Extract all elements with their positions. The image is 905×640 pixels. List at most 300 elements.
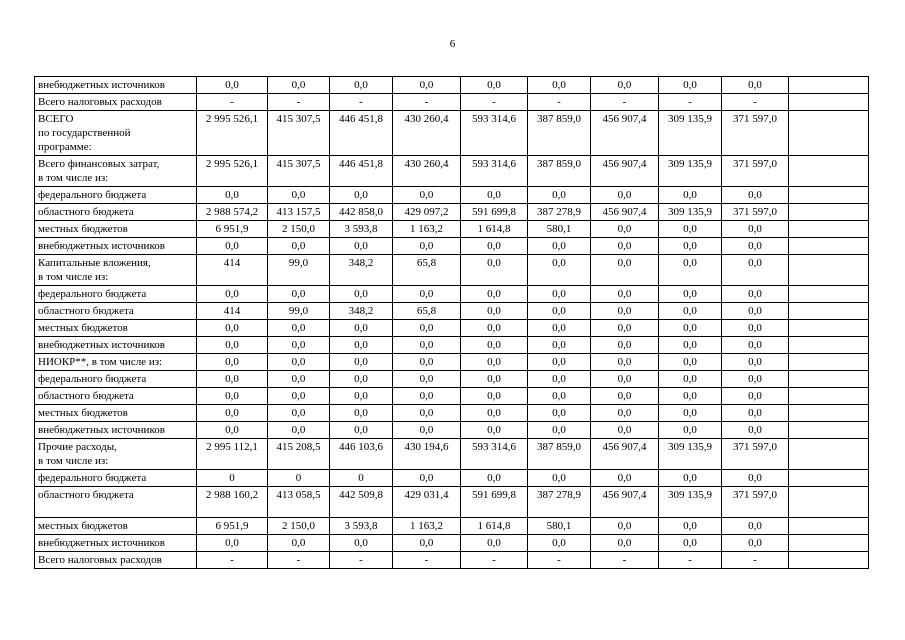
- value-cell: -: [659, 552, 722, 569]
- value-cell: 0,0: [659, 320, 722, 337]
- value-cell: 0,0: [393, 388, 461, 405]
- table-row: [35, 405, 869, 422]
- value-cell: 0,0: [659, 221, 722, 238]
- row-label-line: местных бюджетов: [38, 223, 128, 235]
- empty-cell: [789, 255, 869, 286]
- row-label-line: федерального бюджета: [38, 189, 147, 201]
- value-cell: 0,0: [268, 77, 330, 94]
- value-cell: 0,0: [722, 77, 789, 94]
- empty-cell: [789, 337, 869, 354]
- value-cell: -: [461, 552, 528, 569]
- value-cell: -: [591, 94, 659, 111]
- row-label-line: внебюджетных источников: [38, 79, 165, 91]
- value-cell: 0,0: [722, 187, 789, 204]
- value-cell: 0,0: [528, 354, 591, 371]
- value-cell: 1 614,8: [461, 518, 528, 535]
- table-row: [35, 303, 869, 320]
- row-label-line: Капитальные вложения,: [38, 257, 151, 269]
- value-cell: 0,0: [591, 77, 659, 94]
- value-cell: 0,0: [330, 187, 393, 204]
- value-cell: 0,0: [197, 388, 268, 405]
- value-cell: 0,0: [461, 187, 528, 204]
- value-cell: 0,0: [268, 320, 330, 337]
- value-cell: 0,0: [659, 187, 722, 204]
- value-cell: 0,0: [659, 255, 722, 286]
- value-cell: 0,0: [591, 187, 659, 204]
- value-cell: 0,0: [330, 238, 393, 255]
- row-label-line: областного бюджета: [38, 305, 134, 317]
- value-cell: 2 150,0: [268, 221, 330, 238]
- value-cell: 0,0: [330, 286, 393, 303]
- value-cell: 456 907,4: [591, 439, 659, 470]
- value-cell: 0,0: [722, 255, 789, 286]
- value-cell: 0,0: [393, 286, 461, 303]
- row-label-line: в том числе из:: [38, 455, 109, 467]
- row-label-line: ВСЕГО: [38, 113, 74, 125]
- value-cell: 0,0: [528, 405, 591, 422]
- value-cell: 0,0: [393, 77, 461, 94]
- value-cell: 0,0: [197, 238, 268, 255]
- value-cell: -: [393, 552, 461, 569]
- row-label: [35, 470, 197, 487]
- value-cell: 0,0: [591, 371, 659, 388]
- value-cell: 0,0: [197, 286, 268, 303]
- value-cell: 0,0: [659, 371, 722, 388]
- value-cell: 0,0: [393, 470, 461, 487]
- empty-cell: [789, 405, 869, 422]
- value-cell: 0,0: [197, 371, 268, 388]
- value-cell: 0,0: [722, 388, 789, 405]
- value-cell: 0,0: [393, 354, 461, 371]
- value-cell: 0,0: [393, 337, 461, 354]
- value-cell: 593 314,6: [461, 156, 528, 187]
- value-cell: 430 260,4: [393, 156, 461, 187]
- value-cell: 0,0: [393, 535, 461, 552]
- value-cell: -: [330, 94, 393, 111]
- value-cell: 415 307,5: [268, 156, 330, 187]
- value-cell: 0,0: [268, 286, 330, 303]
- table-row: [35, 470, 869, 487]
- row-label: [35, 337, 197, 354]
- value-cell: 0,0: [528, 388, 591, 405]
- value-cell: 0,0: [722, 470, 789, 487]
- row-label: [35, 286, 197, 303]
- value-cell: 430 194,6: [393, 439, 461, 470]
- value-cell: 0,0: [461, 354, 528, 371]
- value-cell: 0,0: [330, 354, 393, 371]
- value-cell: 3 593,8: [330, 221, 393, 238]
- table-row: [35, 187, 869, 204]
- value-cell: 414: [197, 255, 268, 286]
- value-cell: 309 135,9: [659, 204, 722, 221]
- value-cell: 0,0: [268, 535, 330, 552]
- value-cell: 387 859,0: [528, 156, 591, 187]
- value-cell: 0,0: [722, 371, 789, 388]
- empty-cell: [789, 354, 869, 371]
- row-label: [35, 320, 197, 337]
- value-cell: 65,8: [393, 303, 461, 320]
- value-cell: 0,0: [591, 354, 659, 371]
- value-cell: 0,0: [722, 518, 789, 535]
- row-label: [35, 518, 197, 535]
- table-row: [35, 354, 869, 371]
- row-label-line: местных бюджетов: [38, 322, 128, 334]
- value-cell: 0,0: [722, 286, 789, 303]
- table-row: [35, 518, 869, 535]
- row-label: [35, 238, 197, 255]
- value-cell: 3 593,8: [330, 518, 393, 535]
- value-cell: 0,0: [528, 320, 591, 337]
- value-cell: 2 995 526,1: [197, 156, 268, 187]
- value-cell: 0,0: [659, 238, 722, 255]
- value-cell: 0,0: [197, 535, 268, 552]
- row-label-line: Прочие расходы,: [38, 441, 117, 453]
- value-cell: 0,0: [591, 238, 659, 255]
- row-label-line: [38, 502, 193, 516]
- value-cell: 0,0: [268, 354, 330, 371]
- row-label: [35, 303, 197, 320]
- value-cell: 0,0: [528, 422, 591, 439]
- value-cell: 0,0: [330, 320, 393, 337]
- row-label-line: Всего финансовых затрат,: [38, 158, 160, 170]
- value-cell: 0,0: [722, 303, 789, 320]
- value-cell: 0,0: [722, 405, 789, 422]
- value-cell: 429 097,2: [393, 204, 461, 221]
- value-cell: 387 859,0: [528, 111, 591, 156]
- value-cell: -: [197, 94, 268, 111]
- row-label: [35, 354, 197, 371]
- row-label: [35, 221, 197, 238]
- value-cell: 0,0: [393, 405, 461, 422]
- value-cell: 309 135,9: [659, 487, 722, 518]
- value-cell: 387 859,0: [528, 439, 591, 470]
- value-cell: -: [722, 94, 789, 111]
- row-label-line: внебюджетных источников: [38, 537, 165, 549]
- value-cell: 0,0: [722, 354, 789, 371]
- value-cell: 0,0: [461, 422, 528, 439]
- empty-cell: [789, 303, 869, 320]
- table-row: [35, 535, 869, 552]
- value-cell: 430 260,4: [393, 111, 461, 156]
- row-label-line: местных бюджетов: [38, 520, 128, 532]
- empty-cell: [789, 204, 869, 221]
- row-label: [35, 439, 197, 470]
- value-cell: 0: [197, 470, 268, 487]
- empty-cell: [789, 320, 869, 337]
- value-cell: -: [268, 94, 330, 111]
- value-cell: 0,0: [197, 354, 268, 371]
- value-cell: 0,0: [591, 535, 659, 552]
- row-label: [35, 156, 197, 187]
- value-cell: 456 907,4: [591, 204, 659, 221]
- value-cell: 0,0: [722, 422, 789, 439]
- table-row: [35, 255, 869, 286]
- value-cell: 415 307,5: [268, 111, 330, 156]
- value-cell: 0,0: [591, 470, 659, 487]
- value-cell: 1 163,2: [393, 518, 461, 535]
- value-cell: 0,0: [722, 221, 789, 238]
- value-cell: 0,0: [330, 77, 393, 94]
- row-label-line: в том числе из:: [38, 271, 109, 283]
- value-cell: 0,0: [591, 422, 659, 439]
- row-label-line: Всего налоговых расходов: [38, 554, 162, 566]
- value-cell: 0,0: [659, 535, 722, 552]
- value-cell: 0,0: [268, 422, 330, 439]
- row-label-line: областного бюджета: [38, 390, 134, 402]
- value-cell: 0,0: [393, 238, 461, 255]
- value-cell: 0,0: [330, 371, 393, 388]
- row-label-line: внебюджетных источников: [38, 240, 165, 252]
- table-body: [35, 77, 869, 569]
- row-label: [35, 388, 197, 405]
- value-cell: 429 031,4: [393, 487, 461, 518]
- value-cell: 387 278,9: [528, 487, 591, 518]
- row-label-line: федерального бюджета: [38, 373, 147, 385]
- value-cell: 446 103,6: [330, 439, 393, 470]
- row-label-line: в том числе из:: [38, 172, 109, 184]
- value-cell: 348,2: [330, 303, 393, 320]
- value-cell: 0,0: [591, 320, 659, 337]
- value-cell: 0,0: [197, 422, 268, 439]
- table-row: [35, 371, 869, 388]
- empty-cell: [789, 77, 869, 94]
- table-row: [35, 94, 869, 111]
- empty-cell: [789, 94, 869, 111]
- value-cell: 0,0: [461, 535, 528, 552]
- row-label: [35, 371, 197, 388]
- value-cell: 0,0: [528, 303, 591, 320]
- value-cell: 348,2: [330, 255, 393, 286]
- value-cell: 0,0: [393, 187, 461, 204]
- value-cell: 0,0: [393, 320, 461, 337]
- value-cell: 0,0: [659, 354, 722, 371]
- value-cell: 0,0: [591, 303, 659, 320]
- value-cell: 0,0: [659, 422, 722, 439]
- value-cell: 0,0: [659, 286, 722, 303]
- value-cell: 2 150,0: [268, 518, 330, 535]
- value-cell: 0,0: [659, 405, 722, 422]
- value-cell: 0,0: [659, 388, 722, 405]
- table-row: [35, 552, 869, 569]
- value-cell: -: [528, 552, 591, 569]
- value-cell: 0,0: [591, 405, 659, 422]
- row-label-line: областного бюджета: [38, 489, 134, 501]
- empty-cell: [789, 535, 869, 552]
- value-cell: 0,0: [461, 303, 528, 320]
- value-cell: 0,0: [268, 238, 330, 255]
- empty-cell: [789, 187, 869, 204]
- empty-cell: [789, 371, 869, 388]
- row-label: [35, 405, 197, 422]
- value-cell: 0,0: [528, 238, 591, 255]
- empty-cell: [789, 518, 869, 535]
- value-cell: 371 597,0: [722, 111, 789, 156]
- empty-cell: [789, 552, 869, 569]
- value-cell: 0,0: [659, 77, 722, 94]
- value-cell: 0,0: [528, 371, 591, 388]
- value-cell: 0,0: [461, 470, 528, 487]
- value-cell: 0,0: [461, 371, 528, 388]
- value-cell: 0,0: [528, 187, 591, 204]
- value-cell: 414: [197, 303, 268, 320]
- table-row: [35, 156, 869, 187]
- value-cell: 593 314,6: [461, 111, 528, 156]
- value-cell: 309 135,9: [659, 156, 722, 187]
- value-cell: 387 278,9: [528, 204, 591, 221]
- empty-cell: [789, 439, 869, 470]
- row-label-line: федерального бюджета: [38, 472, 147, 484]
- value-cell: 415 208,5: [268, 439, 330, 470]
- value-cell: 0,0: [659, 470, 722, 487]
- value-cell: -: [528, 94, 591, 111]
- value-cell: 2 995 112,1: [197, 439, 268, 470]
- value-cell: -: [722, 552, 789, 569]
- value-cell: 0: [330, 470, 393, 487]
- value-cell: 0,0: [591, 388, 659, 405]
- value-cell: 0,0: [461, 238, 528, 255]
- value-cell: 6 951,9: [197, 221, 268, 238]
- row-label: [35, 255, 197, 286]
- row-label: [35, 552, 197, 569]
- row-label: [35, 77, 197, 94]
- row-label-line: НИОКР**, в том числе из:: [38, 356, 163, 368]
- value-cell: 0,0: [528, 286, 591, 303]
- value-cell: 309 135,9: [659, 439, 722, 470]
- value-cell: -: [461, 94, 528, 111]
- value-cell: 0,0: [197, 187, 268, 204]
- table-row: [35, 77, 869, 94]
- row-label: [35, 187, 197, 204]
- value-cell: 0,0: [330, 422, 393, 439]
- value-cell: 0,0: [528, 535, 591, 552]
- table-row: [35, 487, 869, 518]
- value-cell: 65,8: [393, 255, 461, 286]
- value-cell: 0,0: [461, 388, 528, 405]
- value-cell: 442 509,8: [330, 487, 393, 518]
- value-cell: 371 597,0: [722, 487, 789, 518]
- row-label: [35, 535, 197, 552]
- value-cell: 0,0: [330, 337, 393, 354]
- row-label-line: областного бюджета: [38, 206, 134, 218]
- value-cell: 0,0: [197, 320, 268, 337]
- value-cell: 1 163,2: [393, 221, 461, 238]
- value-cell: 2 988 574,2: [197, 204, 268, 221]
- table-row: [35, 286, 869, 303]
- value-cell: 0,0: [330, 535, 393, 552]
- value-cell: 0,0: [461, 405, 528, 422]
- value-cell: 0,0: [268, 371, 330, 388]
- empty-cell: [789, 388, 869, 405]
- value-cell: -: [591, 552, 659, 569]
- value-cell: -: [393, 94, 461, 111]
- value-cell: 456 907,4: [591, 111, 659, 156]
- value-cell: 413 157,5: [268, 204, 330, 221]
- value-cell: 0,0: [461, 255, 528, 286]
- value-cell: 309 135,9: [659, 111, 722, 156]
- value-cell: 0,0: [722, 535, 789, 552]
- empty-cell: [789, 221, 869, 238]
- row-label: [35, 204, 197, 221]
- value-cell: 0,0: [528, 255, 591, 286]
- value-cell: 2 995 526,1: [197, 111, 268, 156]
- table-row: [35, 422, 869, 439]
- value-cell: 0,0: [528, 470, 591, 487]
- table-row: [35, 439, 869, 470]
- empty-cell: [789, 238, 869, 255]
- empty-cell: [789, 470, 869, 487]
- value-cell: 0,0: [461, 286, 528, 303]
- row-label: [35, 422, 197, 439]
- value-cell: 0,0: [591, 221, 659, 238]
- value-cell: 0,0: [330, 405, 393, 422]
- row-label: [35, 94, 197, 111]
- table-row: [35, 337, 869, 354]
- row-label-line: местных бюджетов: [38, 407, 128, 419]
- empty-cell: [789, 156, 869, 187]
- empty-cell: [789, 111, 869, 156]
- value-cell: 0,0: [528, 337, 591, 354]
- value-cell: 6 951,9: [197, 518, 268, 535]
- value-cell: 0,0: [722, 337, 789, 354]
- value-cell: 593 314,6: [461, 439, 528, 470]
- page-number: 6: [449, 38, 456, 50]
- value-cell: 2 988 160,2: [197, 487, 268, 518]
- empty-cell: [789, 422, 869, 439]
- table-row: [35, 204, 869, 221]
- value-cell: 591 699,8: [461, 487, 528, 518]
- value-cell: 0,0: [197, 337, 268, 354]
- value-cell: 371 597,0: [722, 204, 789, 221]
- value-cell: 0,0: [591, 337, 659, 354]
- value-cell: 580,1: [528, 221, 591, 238]
- value-cell: -: [268, 552, 330, 569]
- table-row: [35, 111, 869, 156]
- row-label-line: Всего налоговых расходов: [38, 96, 162, 108]
- value-cell: 0,0: [591, 518, 659, 535]
- value-cell: 0,0: [461, 337, 528, 354]
- value-cell: 0,0: [659, 337, 722, 354]
- value-cell: 0,0: [461, 320, 528, 337]
- value-cell: 0,0: [268, 388, 330, 405]
- value-cell: 1 614,8: [461, 221, 528, 238]
- value-cell: 456 907,4: [591, 487, 659, 518]
- value-cell: 442 858,0: [330, 204, 393, 221]
- value-cell: 0,0: [268, 187, 330, 204]
- empty-cell: [789, 487, 869, 518]
- value-cell: 0,0: [591, 255, 659, 286]
- value-cell: 99,0: [268, 255, 330, 286]
- table-row: [35, 238, 869, 255]
- value-cell: 456 907,4: [591, 156, 659, 187]
- value-cell: 0: [268, 470, 330, 487]
- value-cell: 0,0: [461, 77, 528, 94]
- value-cell: -: [197, 552, 268, 569]
- value-cell: 0,0: [197, 405, 268, 422]
- value-cell: 0,0: [528, 77, 591, 94]
- budget-table: [34, 76, 869, 569]
- row-label: [35, 111, 197, 156]
- table-row: [35, 320, 869, 337]
- row-label-line: внебюджетных источников: [38, 424, 165, 436]
- value-cell: 0,0: [393, 422, 461, 439]
- value-cell: 0,0: [722, 320, 789, 337]
- row-label-line: федерального бюджета: [38, 288, 147, 300]
- value-cell: 0,0: [591, 286, 659, 303]
- value-cell: -: [330, 552, 393, 569]
- value-cell: 0,0: [330, 388, 393, 405]
- value-cell: 0,0: [722, 238, 789, 255]
- value-cell: 446 451,8: [330, 111, 393, 156]
